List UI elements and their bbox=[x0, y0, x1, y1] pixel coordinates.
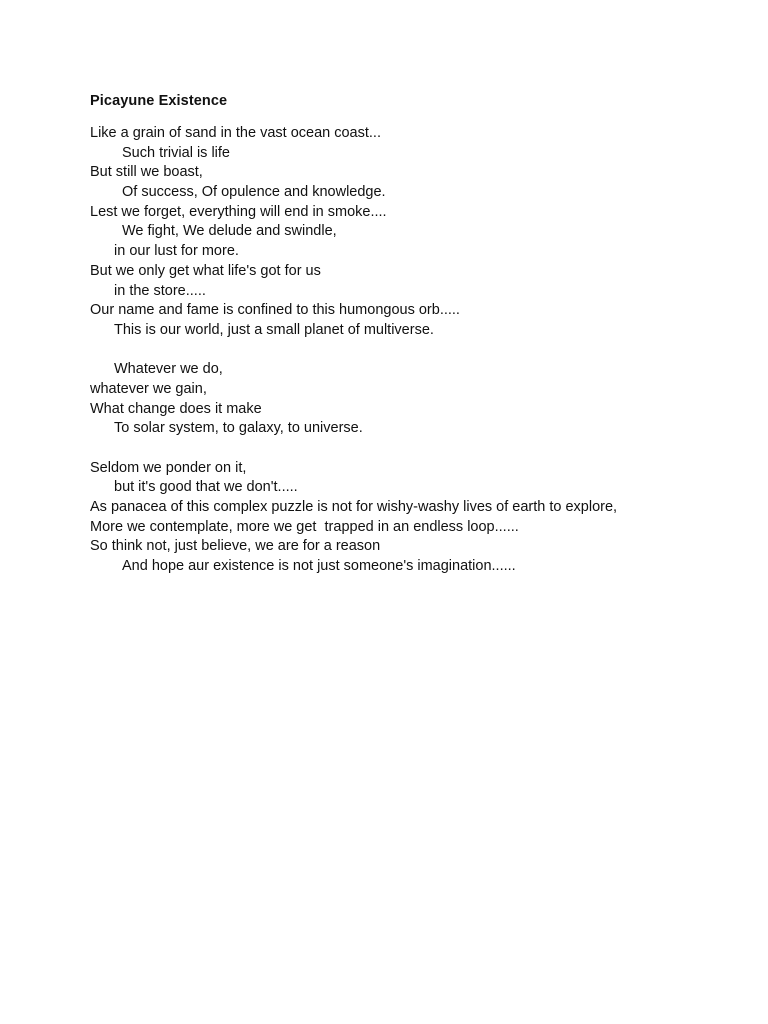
poem-line: To solar system, to galaxy, to universe. bbox=[114, 420, 363, 437]
poem-line: Lest we forget, everything will end in smoke.... bbox=[90, 203, 387, 220]
poem-line: whatever we gain, bbox=[90, 380, 207, 397]
poem-line: in the store..... bbox=[114, 282, 206, 299]
document-page bbox=[90, 92, 730, 597]
poem-line: But we only get what life's got for us bbox=[90, 262, 321, 279]
poem-line: This is our world, just a small planet of multiverse. bbox=[114, 321, 434, 338]
poem-line: We fight, We delude and swindle, bbox=[122, 223, 337, 240]
stanza-1 bbox=[90, 124, 730, 341]
poem-line: Of success, Of opulence and knowledge. bbox=[122, 184, 386, 201]
poem-line: in our lust for more. bbox=[114, 243, 239, 260]
poem-line: More we contemplate, more we get trapped in an endless loop...... bbox=[90, 518, 519, 535]
stanza-3 bbox=[90, 459, 730, 577]
poem-line: Whatever we do, bbox=[114, 361, 223, 378]
document-title: Picayune Existence bbox=[90, 93, 228, 109]
poem-line: Such trivial is life bbox=[122, 144, 230, 161]
poem-line: Our name and fame is confined to this humongous orb..... bbox=[90, 302, 460, 319]
poem-line: But still we boast, bbox=[90, 164, 203, 181]
poem-line: Seldom we ponder on it, bbox=[90, 459, 247, 476]
poem-line: And hope aur existence is not just someone's imagination...... bbox=[122, 558, 516, 575]
stanza-2 bbox=[90, 360, 730, 439]
poem-line: As panacea of this complex puzzle is not for wishy-washy lives of earth to explore, bbox=[90, 499, 618, 516]
poem-line: What change does it make bbox=[90, 400, 262, 417]
poem-line: but it's good that we don't..... bbox=[114, 479, 298, 496]
poem-line: Like a grain of sand in the vast ocean coast... bbox=[90, 125, 381, 141]
poem-line: So think not, just believe, we are for a reason bbox=[90, 538, 381, 555]
